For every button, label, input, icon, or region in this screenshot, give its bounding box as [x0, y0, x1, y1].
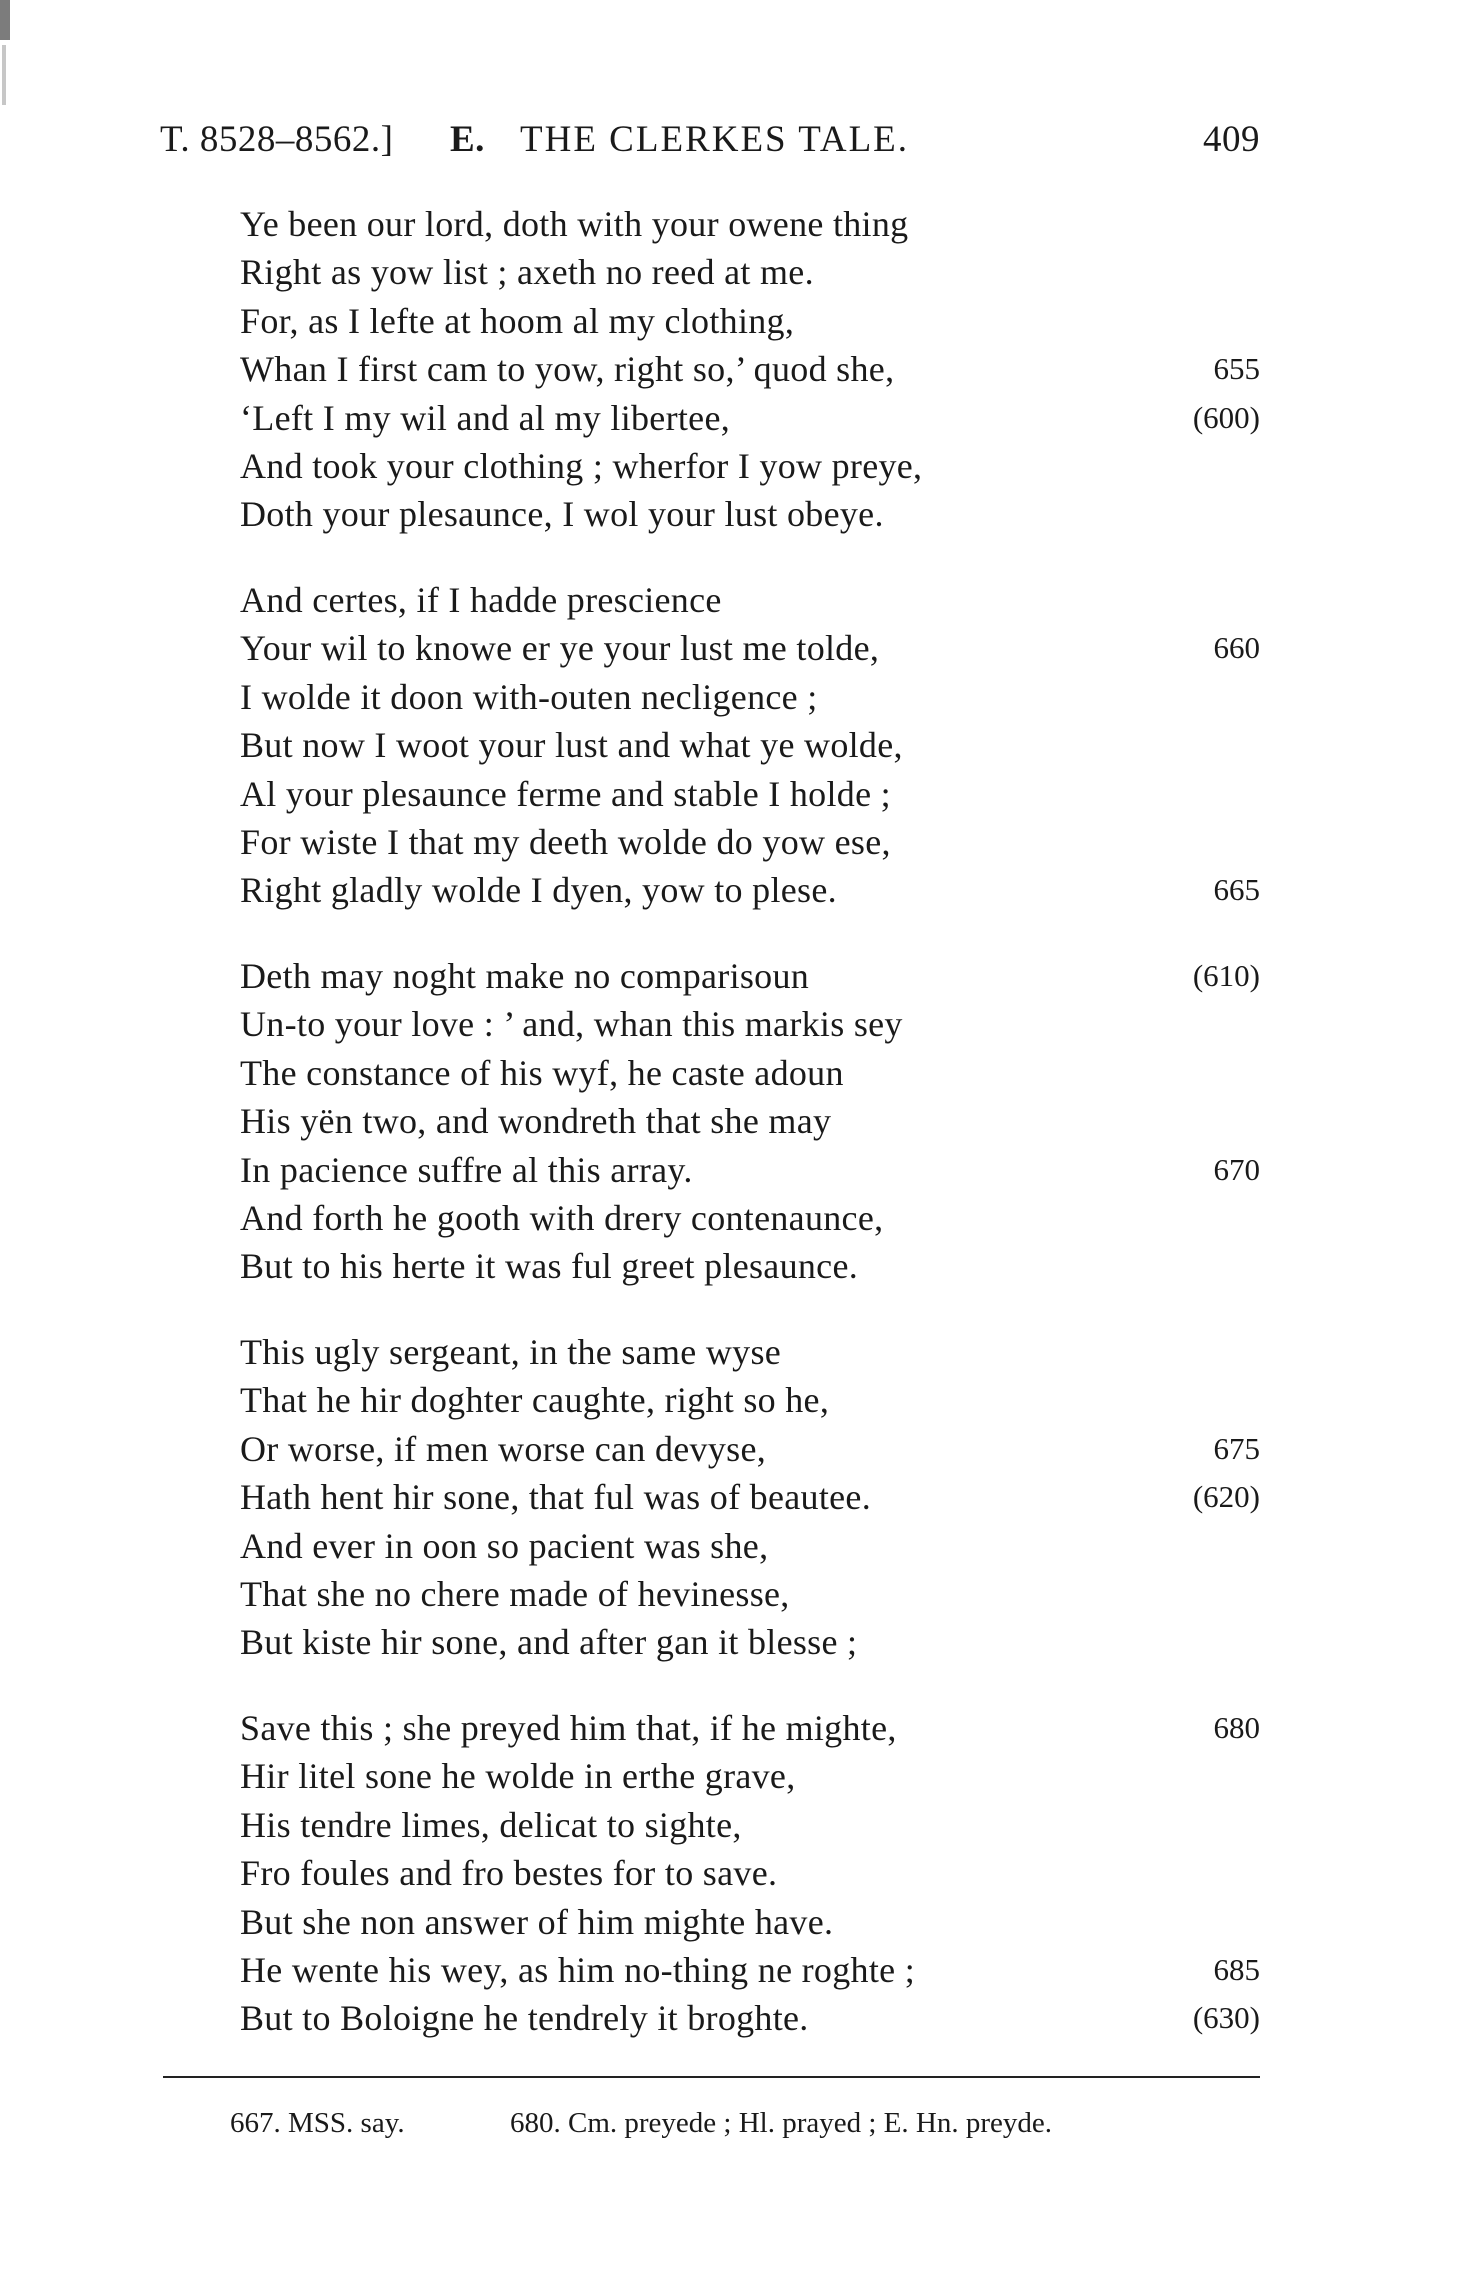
- stanza-3: [240, 952, 1260, 1291]
- scan-mark: [0, 0, 10, 40]
- verse-line: [240, 818, 1260, 866]
- verse-line: [240, 1194, 1260, 1242]
- verse-line: [240, 1570, 1260, 1618]
- verse-text: His tendre limes, delicat to sighte,: [240, 1804, 742, 1845]
- verse-line: [240, 1097, 1260, 1145]
- verse-line: [240, 866, 1260, 914]
- verse-line: [240, 1328, 1260, 1376]
- verse-text: Or worse, if men worse can devyse,: [240, 1428, 767, 1469]
- verse-text: Fro foules and fro bestes for to save.: [240, 1853, 778, 1894]
- line-number: 685: [1213, 1951, 1260, 1987]
- verse-line: [240, 1898, 1260, 1946]
- verse-line: [240, 1752, 1260, 1800]
- verse-line: [240, 1425, 1260, 1473]
- verse-line: [240, 200, 1260, 248]
- verse-text: Save this ; she preyed him that, if he mighte,: [240, 1708, 897, 1748]
- verse-line: [240, 952, 1260, 1000]
- verse-text: I wolde it doon with-outen necligence ;: [240, 676, 818, 717]
- line-number: 665: [1213, 872, 1260, 908]
- verse-text: But she non answer of him mighte have.: [240, 1901, 834, 1942]
- verse-line: [240, 1994, 1260, 2042]
- line-number: (600): [1192, 399, 1260, 435]
- verse-line: [240, 442, 1260, 490]
- verse-text: Al your plesaunce ferme and stable I holde ;: [240, 773, 891, 814]
- verse-text: For wiste I that my deeth wolde do yow ese,: [240, 821, 891, 862]
- verse-text: Right gladly wolde I dyen, yow to plese.: [240, 870, 837, 911]
- verse-line: [240, 624, 1260, 672]
- verse-text: And ever in oon so pacient was she,: [240, 1525, 769, 1566]
- verse-line: [240, 576, 1260, 624]
- verse-text: But kiste hir sone, and after gan it blesse ;: [240, 1622, 858, 1663]
- verse-line: [240, 1000, 1260, 1048]
- footnote: 680. Cm. preyede ; Hl. prayed ; E. Hn. preyde.: [510, 2107, 1052, 2139]
- verse-text: But to his herte it was ful greet plesaunce.: [240, 1246, 859, 1287]
- verse-line: [240, 490, 1260, 538]
- verse-line: [240, 1242, 1260, 1290]
- verse-text: He wente his wey, as him no-thing ne roghte ;: [240, 1949, 916, 1990]
- stanza-2: [240, 576, 1260, 915]
- verse-text: But now I woot your lust and what ye wolde,: [240, 725, 903, 766]
- verse-text: The constance of his wyf, he caste adoun: [240, 1052, 844, 1093]
- verse-line: [240, 1146, 1260, 1194]
- verse-line: [240, 1049, 1260, 1097]
- line-number: (610): [1192, 958, 1260, 993]
- line-number: 655: [1213, 351, 1260, 387]
- page-number: 409: [1203, 119, 1260, 160]
- section-letter: E.: [450, 119, 485, 160]
- footnote-divider: [163, 2076, 1260, 2078]
- verse-line: [240, 1473, 1260, 1521]
- line-number: 675: [1213, 1430, 1260, 1466]
- running-header: [160, 118, 1260, 168]
- verse-line: [240, 1522, 1260, 1570]
- verse-text: For, as I lefte at hoom al my clothing,: [240, 300, 795, 341]
- verse-text: ‘Left I my wil and al my libertee,: [240, 397, 731, 438]
- verse-line: [240, 394, 1260, 442]
- verse-line: [240, 1618, 1260, 1666]
- line-number: 660: [1213, 630, 1260, 666]
- stanza-1: [240, 200, 1260, 539]
- scan-mark: [2, 45, 6, 105]
- stanza-4: [240, 1328, 1260, 1667]
- line-number: (620): [1192, 1479, 1260, 1515]
- stanza-5: [240, 1704, 1260, 2043]
- verse-line: [240, 1849, 1260, 1897]
- verse-text: Ye been our lord, doth with your owene thing: [240, 204, 909, 244]
- verse-text: In pacience suffre al this array.: [240, 1149, 693, 1190]
- verse-text: Deth may noght make no comparisoun: [240, 956, 810, 996]
- verse-line: [240, 1801, 1260, 1849]
- verse-text: Your wil to knowe er ye your lust me tolde,: [240, 628, 880, 669]
- verse-text: But to Boloigne he tendrely it broghte.: [240, 1998, 809, 2039]
- verse-text: And forth he gooth with drery contenaunce,: [240, 1197, 884, 1238]
- verse-text: And certes, if I hadde prescience: [240, 580, 722, 620]
- verse-line: [240, 248, 1260, 296]
- verse-line: [240, 770, 1260, 818]
- verse-line: [240, 721, 1260, 769]
- verse-text: That she no chere made of hevinesse,: [240, 1573, 790, 1614]
- verse-line: [240, 345, 1260, 393]
- verse-text: Un-to your love : ’ and, whan this markis sey: [240, 1004, 903, 1045]
- page-title: THE CLERKES TALE.: [520, 119, 910, 160]
- line-number: 680: [1213, 1710, 1260, 1745]
- line-number: (630): [1192, 2000, 1260, 2036]
- verse-text: And took your clothing ; wherfor I yow preye,: [240, 445, 923, 486]
- verse-text: His yën two, and wondreth that she may: [240, 1101, 832, 1142]
- verse-line: [240, 1946, 1260, 1994]
- verse-text: Hath hent hir sone, that ful was of beautee.: [240, 1477, 872, 1518]
- line-number: 670: [1213, 1151, 1260, 1187]
- verse-text: Right as yow list ; axeth no reed at me.: [240, 252, 814, 293]
- verse-line: [240, 1704, 1260, 1752]
- verse-line: [240, 297, 1260, 345]
- footnote: 667. MSS. say.: [230, 2107, 405, 2139]
- verse-text: That he hir doghter caughte, right so he,: [240, 1380, 830, 1421]
- verse-text: This ugly sergeant, in the same wyse: [240, 1332, 782, 1372]
- line-reference: T. 8528–8562.]: [160, 119, 394, 160]
- verse-line: [240, 1376, 1260, 1424]
- verse-line: [240, 673, 1260, 721]
- verse-text: Doth your plesaunce, I wol your lust obeye.: [240, 494, 884, 535]
- verse-text: Whan I first cam to yow, right so,’ quod she,: [240, 349, 895, 390]
- verse-text: Hir litel sone he wolde in erthe grave,: [240, 1756, 796, 1797]
